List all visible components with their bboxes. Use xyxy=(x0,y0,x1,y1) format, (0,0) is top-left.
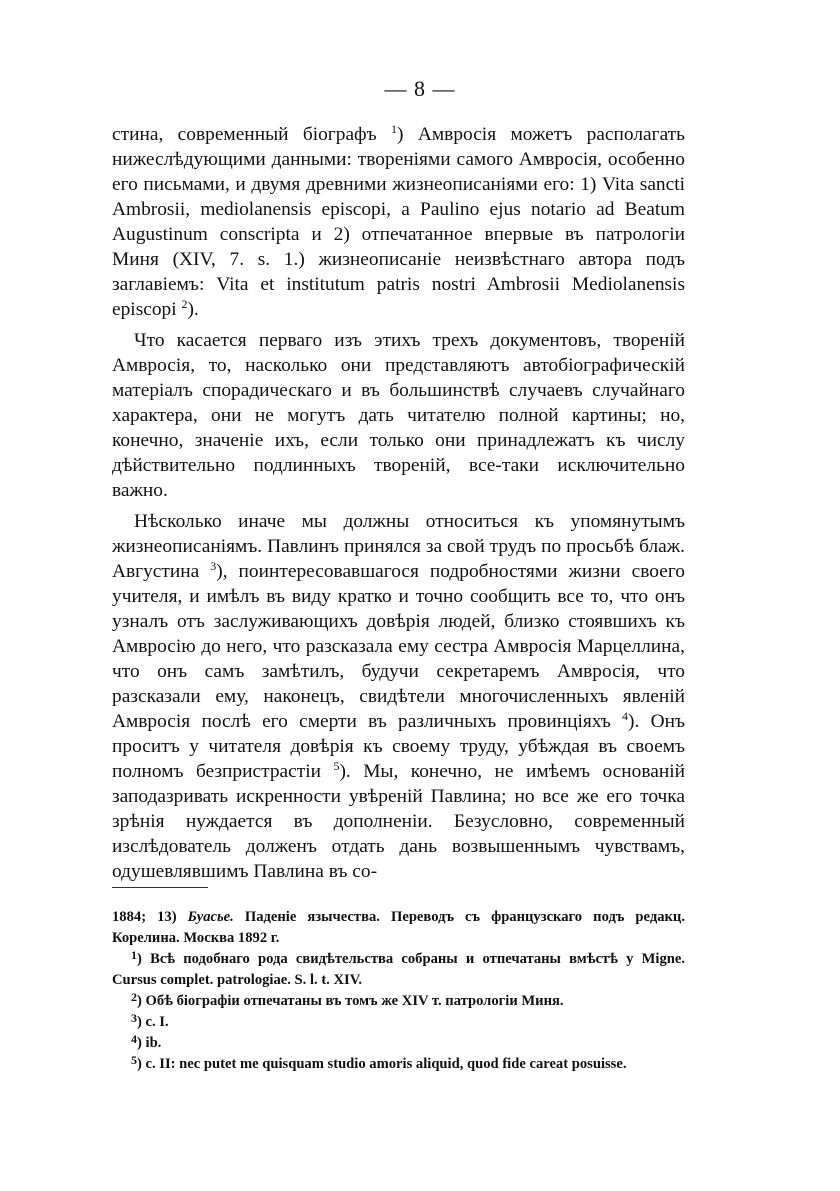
paragraph-1 xyxy=(112,122,685,322)
footnote-ref-5: 5 xyxy=(333,759,340,773)
footnote-4 xyxy=(112,1033,685,1054)
paragraph-2: Что касается перваго изъ этихъ трехъ документовъ, творенiй Амвросія, то, насколько они представляютъ автобіографическій матеріалъ спорадическаго и въ большинствѣ случаевъ случайнаго характера, они не могутъ дать читателю полной картины; но, конечно, значеніе ихъ, если только они принадлежатъ къ числу дѣйствительно подлинныхъ твореній, все-таки исключительно важно. xyxy=(112,330,685,501)
paragraph-3-text-a: Нѣсколько иначе мы должны относиться къ упомянутымъ жизнеописаніямъ. Павлинъ принялся за свой трудъ по просьбѣ блаж. Августина xyxy=(112,511,685,582)
footnote-5-text: ) c. II: nec putet me quisquam studio amoris aliquid, quod fide careat posuisse. xyxy=(137,1056,627,1072)
footnote-continuation-text-b: Паденіе язычества. Переводъ съ французскаго подъ редакц. Корелина. Москва 1892 г. xyxy=(112,909,685,946)
footnote-3-text: ) c. I. xyxy=(137,1014,169,1030)
footnote-ref-1: 1 xyxy=(391,122,398,136)
footnote-ref-4: 4 xyxy=(622,709,629,723)
footnote-5-mark: 5 xyxy=(131,1053,137,1067)
footnote-divider xyxy=(112,887,208,888)
footnote-2-mark: 2 xyxy=(131,990,137,1004)
footnote-3 xyxy=(112,1012,685,1033)
footnote-3-mark: 3 xyxy=(131,1011,137,1025)
footnote-2 xyxy=(112,991,685,1012)
paragraph-3-text-b: ), поинтересовавшагося подробностями жизни своего учителя, и имѣлъ въ виду кратко и точно сообщить все то, что онъ узналъ отъ заслуживающихъ довѣрія людей, близко стоявшихъ къ Амвросію до него, что разсказала ему сестра Амвросія Марцеллина, что онъ самъ замѣтилъ, будучи секретаремъ Амвросія, что разсказали ему, наконецъ, свидѣтели многочисленныхъ явленій Амвросія послѣ его смерти въ различныхъ провинціяхъ xyxy=(112,561,685,732)
footnote-2-text: ) Обѣ біографіи отпечатаны въ томъ же XIV т. патрологіи Миня. xyxy=(137,993,564,1009)
footnote-4-mark: 4 xyxy=(131,1032,137,1046)
footnote-continuation-text-a: 1884; 13) xyxy=(112,909,188,925)
paragraph-3-text-d: ). Мы, конечно, не имѣемъ основаній заподазривать искренности увѣреній Павлина; но все же его точка зрѣнія нуждается въ дополненіи. Безусловно, современный изслѣдователь долженъ отдать дань возвышеннымъ чувствамъ, одушевлявшимъ Павлина въ со- xyxy=(112,761,685,882)
footnote-1-text: ) Всѣ подобнаго рода свидѣтельства собраны и отпечатаны вмѣстѣ у Migne. Cursus complet. patrologiae. S. l. t. XIV. xyxy=(112,951,685,988)
page-number: — 8 — xyxy=(384,76,456,101)
footnote-5 xyxy=(112,1054,685,1075)
paragraph-3-text-c: ). Онъ проситъ у читателя довѣрія къ своему труду, убѣждая въ своемъ полномъ безпристрастіи xyxy=(112,711,686,782)
paragraph-1-text-a: стина, современный біографъ xyxy=(112,124,392,145)
main-text xyxy=(112,122,685,884)
footnote-ref-2: 2 xyxy=(181,297,188,311)
footnote-ref-3: 3 xyxy=(210,559,217,573)
paragraph-1-text-b: ) Амвросія можетъ располагать нижеслѣдующими данными: твореніями самого Амвросія, особенно его письмами, и двумя древними жизнеописаніями его: 1) Vita sancti Ambrosii, mediolanensis episcopi, a Paulino ejus notario ad Beatum Augustinum conscripta и 2) отпечатанное впервые въ патрологіи Миня (XIV, 7. s. 1.) жизнеописаніе неизвѣстнаго автора подъ заглавіемъ: Vita et institutum patris nostri Ambrosii Mediolanensis episcopi xyxy=(112,124,685,320)
footnote-4-text: ) ib. xyxy=(137,1035,162,1051)
paragraph-3 xyxy=(112,509,685,884)
footnote-1 xyxy=(112,949,685,991)
footnote-continuation xyxy=(112,907,685,949)
footnote-author: Буасье. xyxy=(187,909,234,925)
footnote-1-mark: 1 xyxy=(131,948,137,962)
footnotes xyxy=(112,907,685,1075)
paragraph-1-text-c: ). xyxy=(187,299,199,320)
